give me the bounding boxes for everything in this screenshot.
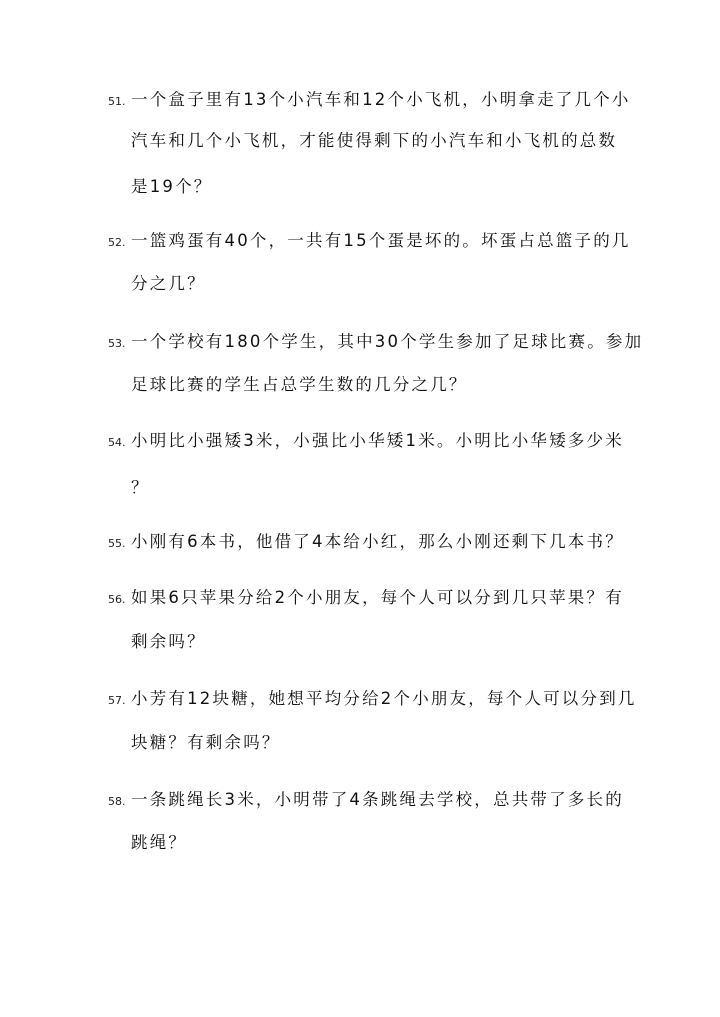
question-number: 51. (108, 95, 126, 108)
question-text-line: 一篮鸡蛋有40个，一共有15个蛋是坏的。坏蛋占总篮子的几 (131, 231, 631, 250)
question-text-line: 分之几？ (131, 274, 206, 293)
question-number: 56. (108, 593, 126, 606)
question-text-line: ？ (131, 478, 150, 497)
question-text-line: 足球比赛的学生占总学生数的几分之几？ (131, 375, 468, 394)
question-text-line: 汽车和几个小飞机，才能使得剩下的小汽车和小飞机的总数 (131, 131, 618, 150)
question-number: 54. (108, 436, 126, 449)
question-text-line: 小明比小强矮3米，小强比小华矮1米。小明比小华矮多少米 (131, 431, 624, 450)
question-text-line: 一个盒子里有13个小汽车和12个小飞机，小明拿走了几个小 (131, 90, 631, 109)
question-number: 52. (108, 236, 126, 249)
question-text-line: 剩余吗？ (131, 632, 206, 651)
question-number: 58. (108, 795, 126, 808)
question-text-line: 小芳有12块糖，她想平均分给2个小朋友，每个人可以分到几 (131, 689, 637, 708)
question-number: 53. (108, 337, 126, 350)
question-text-line: 一个学校有180个学生，其中30个学生参加了足球比赛。参加 (131, 332, 644, 351)
question-number: 57. (108, 694, 126, 707)
question-text-line: 块糖？有剩余吗？ (131, 733, 281, 752)
question-text-line: 跳绳？ (131, 833, 188, 852)
question-text-line: 如果6只苹果分给2个小朋友，每个人可以分到几只苹果？有 (131, 588, 624, 607)
question-text-line: 是19个？ (131, 177, 213, 196)
question-text-line: 小刚有6本书，他借了4本给小红，那么小刚还剩下几本书？ (131, 532, 624, 551)
question-text-line: 一条跳绳长3米，小明带了4条跳绳去学校，总共带了多长的 (131, 790, 624, 809)
question-number: 55. (108, 537, 126, 550)
